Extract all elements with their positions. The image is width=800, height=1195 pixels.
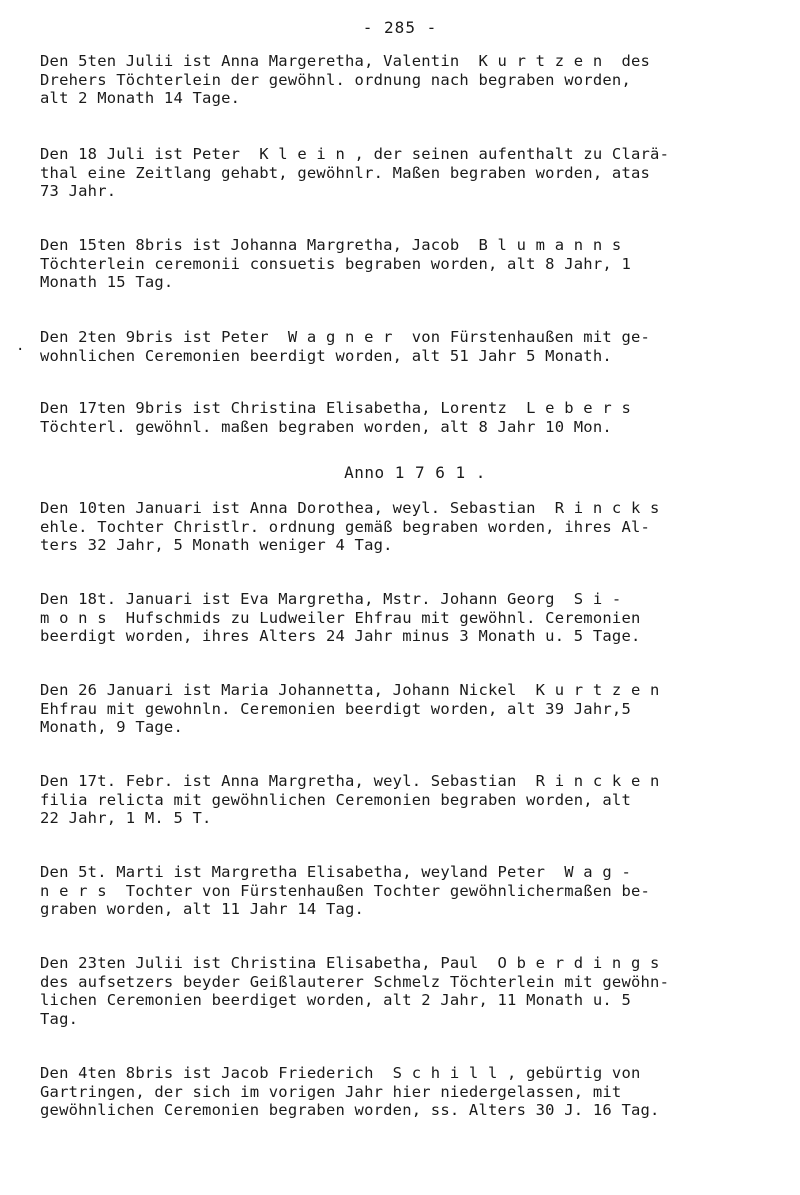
entry-line: ehle. Tochter Christlr. ordnung gemäß begraben worden, ihres Al- (40, 517, 651, 536)
burial-entry (40, 399, 780, 436)
entry-line: Den 23ten Julii ist Christina Elisabetha, Paul O b e r d i n g s (40, 954, 660, 972)
entry-line: ters 32 Jahr, 5 Monath weniger 4 Tag. (40, 536, 393, 554)
year-heading: Anno 1 7 6 1 . (344, 463, 486, 482)
burial-entry (40, 52, 780, 108)
entry-line: Den 15ten 8bris ist Johanna Margretha, Jacob B l u m a n n s (40, 236, 622, 254)
burial-entry (40, 1064, 780, 1120)
entry-line: thal eine Zeitlang gehabt, gewöhnlr. Maßen begraben worden, atas (40, 163, 651, 182)
entry-line: Den 2ten 9bris ist Peter W a g n e r von Fürstenhaußen mit ge- (40, 328, 651, 346)
burial-entry (40, 681, 780, 737)
burial-entry (40, 772, 780, 828)
entry-line: Den 26 Januari ist Maria Johannetta, Johann Nickel K u r t z e n (40, 681, 660, 699)
entry-line: Tag. (40, 1009, 79, 1028)
entry-line: Den 4ten 8bris ist Jacob Friederich S c h i l l , gebürtig von (40, 1064, 641, 1082)
entry-line: 73 Jahr. (40, 182, 117, 200)
burial-entry (40, 499, 780, 555)
burial-entry (40, 236, 780, 292)
entry-line: filia relicta mit gewöhnlichen Ceremonien begraben worden, alt (40, 790, 631, 809)
entry-line: n e r s Tochter von Fürstenhaußen Tochter gewöhnlichermaßen be- (40, 881, 651, 900)
entry-line: Den 5ten Julii ist Anna Margeretha, Valentin K u r t z e n des (40, 52, 651, 70)
entry-line: Gartringen, der sich im vorigen Jahr hier niedergelassen, mit (40, 1082, 622, 1101)
burial-entry (40, 954, 780, 1028)
entry-line: des aufsetzers beyder Geißlauterer Schmelz Töchterlein mit gewöhn- (40, 972, 670, 991)
entry-line: Töchterlein ceremonii consuetis begraben worden, alt 8 Jahr, 1 (40, 254, 631, 273)
entry-line: Den 17t. Febr. ist Anna Margretha, weyl. Sebastian R i n c k e n (40, 772, 660, 790)
entry-line: Den 18t. Januari ist Eva Margretha, Mstr. Johann Georg S i - (40, 590, 622, 608)
burial-entry (40, 863, 780, 919)
entry-line: Den 5t. Marti ist Margretha Elisabetha, weyland Peter W a g - (40, 863, 631, 881)
burial-entry (40, 590, 780, 646)
entry-line: graben worden, alt 11 Jahr 14 Tag. (40, 900, 365, 918)
entry-line: Monath 15 Tag. (40, 273, 174, 291)
entry-line: Töchterl. gewöhnl. maßen begraben worden, alt 8 Jahr 10 Mon. (40, 417, 612, 436)
page-number: - 285 - (362, 18, 438, 37)
entry-line: gewöhnlichen Ceremonien begraben worden, ss. Alters 30 J. 16 Tag. (40, 1101, 660, 1119)
entry-line: beerdigt worden, ihres Alters 24 Jahr minus 3 Monath u. 5 Tage. (40, 627, 641, 645)
entry-line: Drehers Töchterlein der gewöhnl. ordnung nach begraben worden, (40, 70, 631, 89)
entry-line: wohnlichen Ceremonien beerdigt worden, alt 51 Jahr 5 Monath. (40, 346, 612, 365)
entry-line: Den 10ten Januari ist Anna Dorothea, weyl. Sebastian R i n c k s (40, 499, 660, 517)
burial-entry (40, 328, 780, 365)
entry-line: 22 Jahr, 1 M. 5 T. (40, 809, 212, 827)
entry-line: Monath, 9 Tage. (40, 718, 183, 736)
entry-line: m o n s Hufschmids zu Ludweiler Ehfrau mit gewöhnl. Ceremonien (40, 608, 641, 627)
margin-mark: . (16, 338, 25, 354)
entry-line: Ehfrau mit gewohnln. Ceremonien beerdigt worden, alt 39 Jahr,5 (40, 699, 631, 718)
entry-line: Den 18 Juli ist Peter K l e i n , der seinen aufenthalt zu Clarä- (40, 145, 670, 163)
entry-line: lichen Ceremonien beerdiget worden, alt 2 Jahr, 11 Monath u. 5 (40, 991, 631, 1009)
entry-line: Den 17ten 9bris ist Christina Elisabetha, Lorentz L e b e r s (40, 399, 631, 417)
entry-line: alt 2 Monath 14 Tage. (40, 89, 241, 107)
burial-entry (40, 145, 780, 201)
